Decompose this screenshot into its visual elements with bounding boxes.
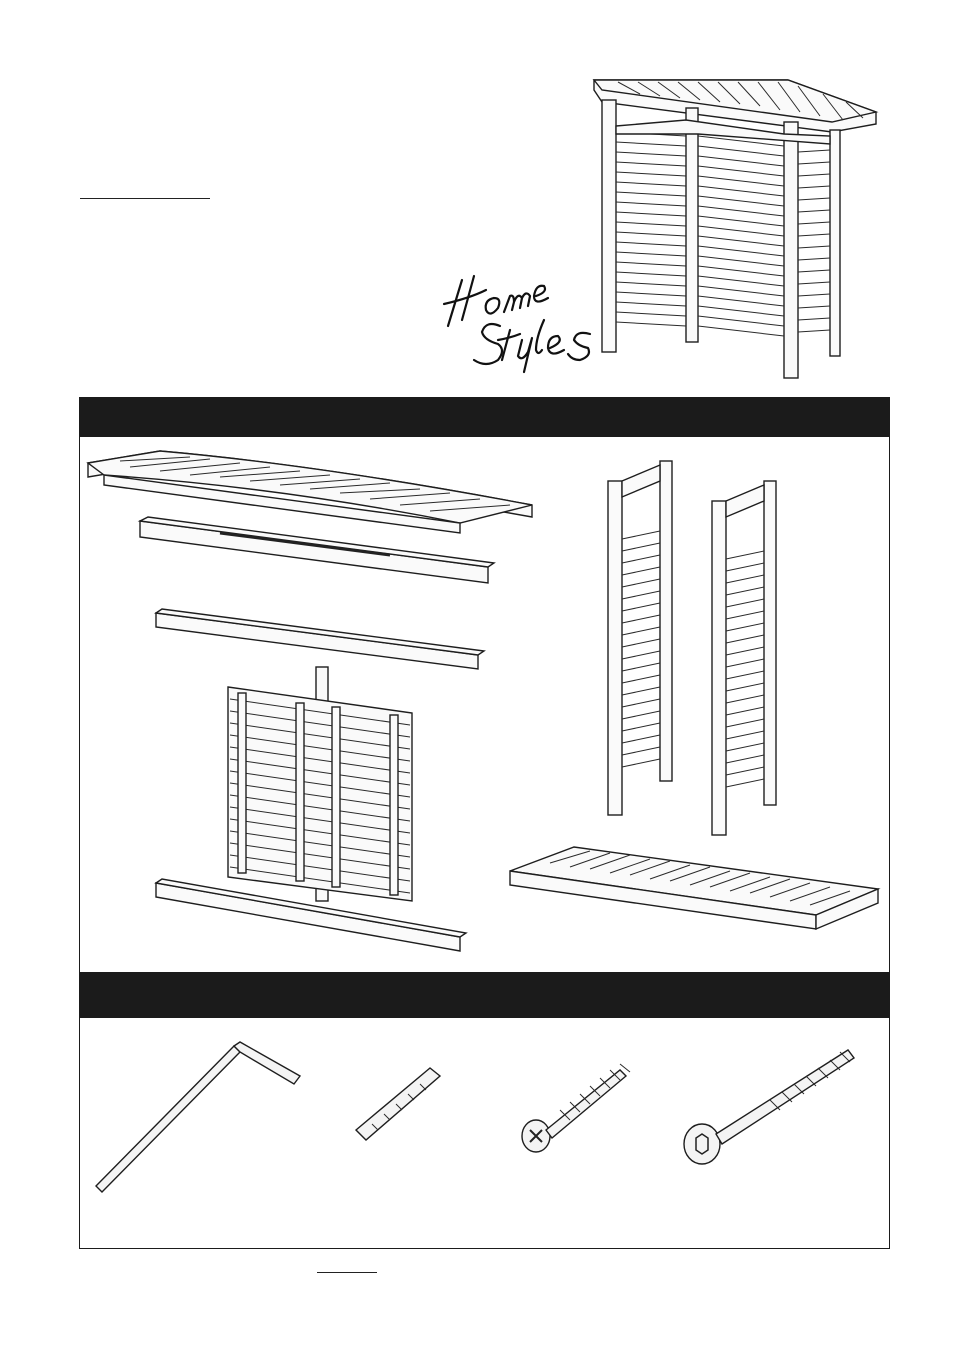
bottom-shelf-part bbox=[510, 847, 878, 929]
assembled-bar-illustration bbox=[588, 72, 888, 382]
side-panel-right-part bbox=[712, 481, 776, 835]
side-panel-left-part bbox=[608, 461, 672, 815]
phillips-screw-icon bbox=[522, 1064, 630, 1152]
cross-rail-part bbox=[156, 609, 484, 669]
allen-key-icon bbox=[96, 1042, 300, 1192]
hex-bolt-icon bbox=[684, 1050, 854, 1164]
section-header-parts bbox=[79, 397, 890, 437]
bottom-rail-part bbox=[156, 879, 466, 951]
back-panel-part bbox=[228, 667, 412, 901]
wooden-dowel-icon bbox=[356, 1068, 440, 1140]
title-underline bbox=[80, 198, 210, 199]
home-styles-logo bbox=[440, 268, 608, 378]
hardware-panel bbox=[79, 1018, 890, 1249]
section-header-hardware bbox=[79, 972, 890, 1018]
parts-panel bbox=[79, 437, 890, 973]
footer-underline bbox=[317, 1272, 377, 1273]
